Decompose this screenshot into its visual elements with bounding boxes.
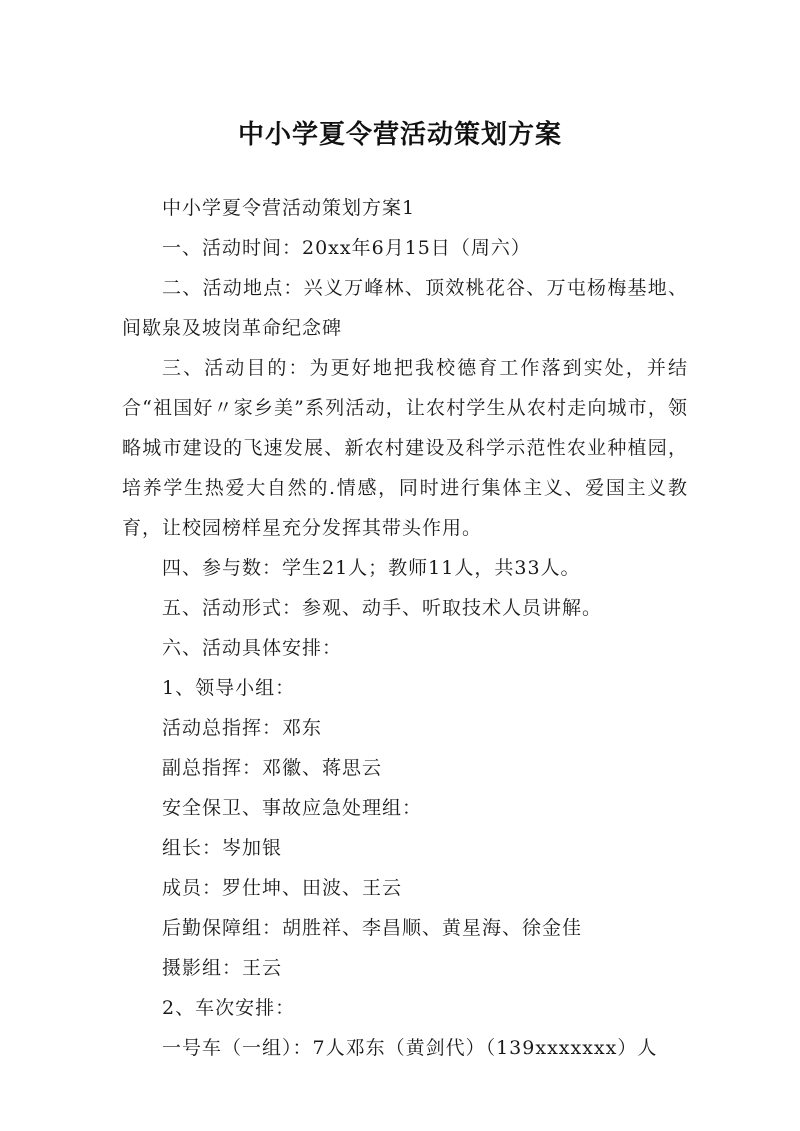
paragraph: 活动总指挥：邓东 (162, 717, 323, 739)
paragraph: 副总指挥：邓徽、蒋思云 (162, 757, 383, 779)
paragraph: 摄影组：王云 (162, 957, 283, 979)
paragraph: 成员：罗仕坤、田波、王云 (162, 877, 403, 899)
paragraph: 二、活动地点：兴义万峰林、顶效桃花谷、万屯杨梅基地、间歇泉及坡岗革命纪念碑 (122, 277, 688, 339)
paragraph: 一、活动时间：20xx年6月15日（周六） (162, 237, 531, 259)
paragraph: 五、活动形式：参观、动手、听取技术人员讲解。 (162, 597, 603, 619)
paragraph: 组长：岑加银 (162, 837, 283, 859)
paragraph: 六、活动具体安排： (162, 637, 343, 659)
paragraph: 中小学夏令营活动策划方案1 (162, 197, 416, 219)
paragraph: 后勤保障组：胡胜祥、李昌顺、黄星海、徐金佳 (162, 917, 583, 939)
paragraph: 三、活动目的：为更好地把我校德育工作落到实处，并结合“祖国好〃家乡美”系列活动，让农村学生从农村走向城市，领略城市建设的飞速发展、新农村建设及科学示范性农业种植园，培养学生热爱大自然的.情感，同时进行集体主义、爱国主义教育，让校园榜样星充分发挥其带头作用。 (122, 357, 688, 539)
document-body (122, 188, 688, 1068)
paragraph: 1、领导小组： (162, 677, 296, 699)
paragraph: 安全保卫、事故应急处理组： (162, 797, 423, 819)
document-title: 中小学夏令营活动策划方案 (237, 120, 562, 151)
paragraph: 四、参与数：学生21人；教师11人，共33人。 (162, 557, 581, 579)
paragraph: 一号车（一组）：7人邓东（黄剑代）（139xxxxxxx）人 (162, 1037, 658, 1059)
paragraph: 2、车次安排： (162, 997, 296, 1019)
